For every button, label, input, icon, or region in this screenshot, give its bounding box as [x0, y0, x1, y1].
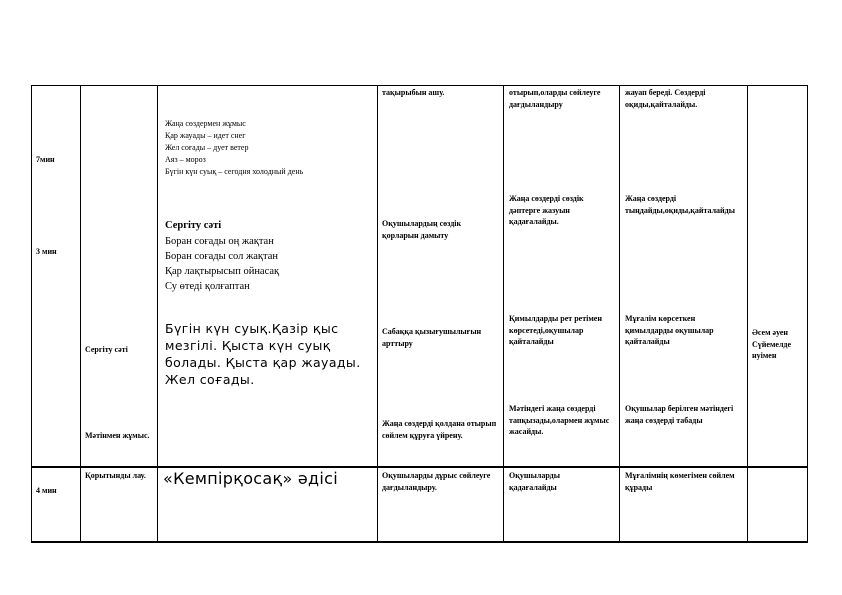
row2-student: Оқушыларды қадағалайды: [509, 471, 560, 492]
row2-teacher: Мұғалімнің көмегімен сөйлем құрады: [625, 471, 735, 492]
stage-text-work: Мәтінмен жұмыс.: [85, 431, 150, 440]
teacher-text-2: Жаңа сөздерді тыңдайды,оқиды,қайталайды: [625, 194, 735, 215]
poem-line-1: Боран соғады оң жақтан: [165, 236, 274, 247]
sergitu-title: Сергіту сәті: [165, 220, 222, 231]
student-text-1: отырып,оларды сөйлеуге дағдыландыру: [509, 88, 601, 109]
word-item-2: Жел соғады – дует ветер: [165, 143, 249, 152]
teacher-text-1: жауап береді. Сөздерді оқиды,қайталайды.: [625, 88, 706, 109]
time-label-3min: 3 мин: [36, 247, 57, 256]
row2-stage: Қорытынды лау.: [85, 471, 146, 480]
new-words-heading: Жаңа сөздермен жұмыс: [165, 119, 246, 128]
row2-time: 4 мин: [36, 486, 57, 495]
goal-text-1: тақырыбын ашу.: [382, 88, 445, 97]
goal-text-3: Сабаққа қызығушылығын арттыру: [382, 327, 482, 348]
goal-text-4: Жаңа сөздерді қолдана отырып сөйлем құруға үйрену.: [382, 419, 497, 440]
stage-sergitu: Сергіту сәті: [85, 345, 128, 354]
student-text-2: Жаңа сөздерді сөздік дәптерге жазуын қадағалайды.: [509, 194, 584, 226]
resource-text: Әсем әуен Сүйемелде нуімен: [752, 328, 792, 360]
teacher-text-4: Оқушылар берілген мәтіндегі жаңа сөздерді табады: [625, 404, 734, 425]
text-paragraph: Бүгін күн суық.Қазір қыс мезгілі. Қыста күн суық болады. Қыста қар жауады. Жел соғады.: [165, 321, 361, 387]
time-label-7min: 7мин: [36, 155, 55, 164]
poem-line-4: Су өтеді қолғаптан: [165, 281, 250, 292]
teacher-text-3: Мұғалім көрсеткен қимылдарды оқушылар қайталайды: [625, 314, 714, 346]
word-item-4: Бүгін күн суық – сегодня холодный день: [165, 167, 304, 176]
student-text-3: Қимылдарды рет ретімен көрсетеді,оқушылар қайталайды: [509, 314, 602, 346]
word-item-3: Аяз – мороз: [165, 155, 206, 164]
word-item-1: Қар жауады – идет снег: [165, 131, 246, 140]
poem-line-3: Қар лақтырысып ойнасақ: [165, 266, 280, 277]
goal-text-2: Оқушылардың сөздік қорларын дамыту: [382, 219, 462, 240]
row2-goal: Оқушыларды дұрыс сөйлеуге дағдыландыру.: [382, 471, 491, 492]
student-text-4: Мәтіндегі жаңа сөздерді тапқызады,олармен жұмыс жасайды.: [509, 404, 610, 436]
row2-method-title: «Кемпірқосақ» әдісі: [163, 469, 339, 488]
poem-line-2: Боран соғады сол жақтан: [165, 251, 278, 262]
